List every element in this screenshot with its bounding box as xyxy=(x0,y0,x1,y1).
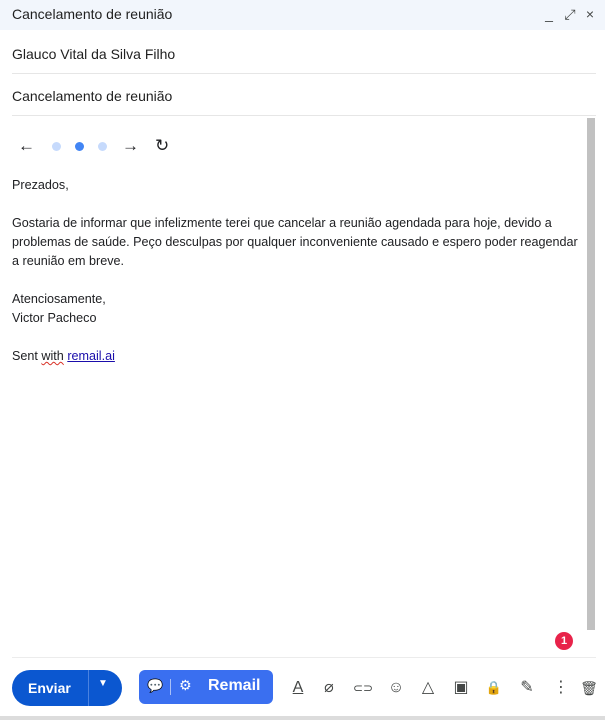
closing: Atenciosamente, xyxy=(12,292,106,306)
signature: Victor Pacheco xyxy=(12,311,97,325)
link-icon[interactable]: ⊂⊃ xyxy=(352,681,374,695)
arrow-left-icon[interactable]: ← xyxy=(18,136,35,155)
photo-icon[interactable]: ▣ xyxy=(453,679,469,696)
remail-link[interactable]: remail.ai xyxy=(67,349,115,363)
chat-icon[interactable]: 💬 xyxy=(147,678,164,693)
remail-button[interactable] xyxy=(139,670,273,704)
closing-block xyxy=(12,290,580,328)
sent-prefix: Sent xyxy=(12,349,42,363)
drive-icon[interactable]: △ xyxy=(421,679,435,696)
send-button[interactable] xyxy=(12,670,122,706)
emoji-icon[interactable]: ☺ xyxy=(387,679,405,696)
attach-icon[interactable]: ⌀ xyxy=(324,679,334,696)
greeting: Prezados, xyxy=(12,178,69,192)
body-paragraph: Gostaria de informar que infelizmente terei que cancelar a reunião agendada para hoje, devido a problemas de saúde. Peço desculpas por qualquer inconveniente causado e espero poder reagendar a reunião em breve. xyxy=(12,216,578,268)
compose-title: Cancelamento de reunião xyxy=(12,6,173,22)
recipient-field[interactable]: Glauco Vital da Silva Filho xyxy=(12,34,596,74)
compose-titlebar xyxy=(0,0,605,30)
arrow-right-icon[interactable]: → xyxy=(122,136,139,155)
sent-with-word: with xyxy=(41,349,64,363)
refresh-icon[interactable]: ↻ xyxy=(155,136,170,155)
more-options-icon[interactable]: ⋮ xyxy=(553,679,569,696)
message-body[interactable] xyxy=(12,176,580,385)
bottom-border xyxy=(0,716,605,720)
sent-with-line xyxy=(12,347,580,366)
send-label: Enviar xyxy=(28,680,71,696)
notification-badge[interactable]: 1 xyxy=(555,632,573,650)
toolbar-divider xyxy=(12,657,596,658)
carousel-dot[interactable] xyxy=(98,142,107,151)
gear-icon[interactable]: ⚙ xyxy=(179,677,192,693)
expand-icon[interactable]: ⤢ xyxy=(564,6,576,22)
carousel-dot[interactable] xyxy=(52,142,61,151)
signature-icon[interactable]: ✎ xyxy=(520,679,534,696)
lock-icon[interactable]: 🔒 xyxy=(485,680,503,695)
scrollbar[interactable] xyxy=(587,118,595,630)
trash-icon[interactable]: 🗑 xyxy=(580,680,598,696)
subject-field[interactable]: Cancelamento de reunião xyxy=(12,76,596,116)
schedule-send-chevron-icon[interactable]: ▼ xyxy=(98,678,108,689)
template-carousel xyxy=(12,135,212,159)
remail-label: Remail xyxy=(208,677,261,694)
format-text-icon[interactable]: A xyxy=(292,679,304,696)
carousel-dot-active[interactable] xyxy=(75,142,84,151)
remail-divider xyxy=(170,679,171,695)
close-icon[interactable]: × xyxy=(585,6,595,22)
send-divider xyxy=(88,670,89,706)
minimize-icon[interactable]: _ xyxy=(545,6,553,22)
